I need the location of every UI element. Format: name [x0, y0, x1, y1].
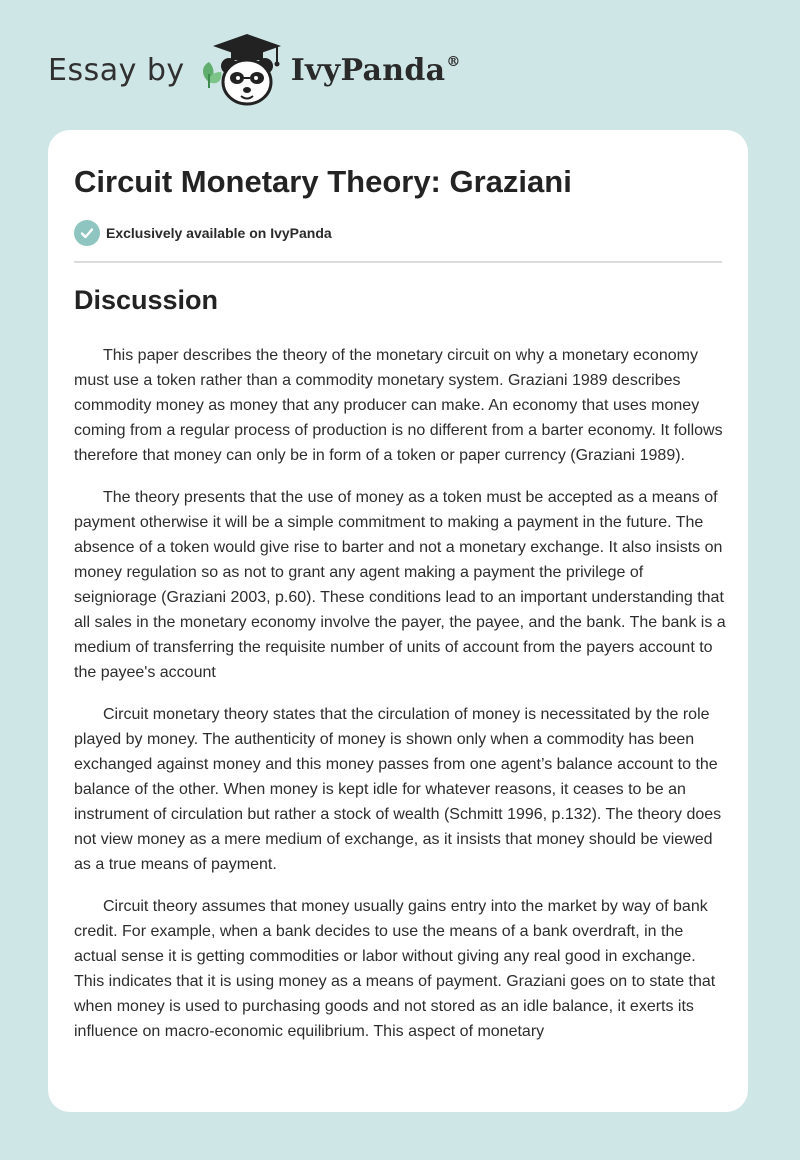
exclusive-badge-label: Exclusively available on IvyPanda [106, 225, 332, 241]
check-icon [74, 220, 100, 246]
paragraph: Circuit monetary theory states that the circulation of money is necessitated by the role played by money. The authenticity of money is shown only when a commodity has been exchanged against money and this money passes from one agent’s balance account to the balance of the other. When money is kept idle for whatever reasons, it ceases to be an instrument of circulation but rather a stock of wealth (Schmitt 1996, p.132). The theory does not view money as a mere medium of exchange, as it insists that money should be viewed as a true means of payment. [74, 706, 722, 873]
ivypanda-wordmark: IvyPanda® [290, 52, 461, 88]
paragraph: Circuit theory assumes that money usually gains entry into the market by way of bank credit. For example, when a bank decides to use the means of a bank overdraft, in the actual sense it is getting commodities or labor without giving any real good in exchange. This indicates that it is using money as a means of payment. Graziani goes on to state that when money is used to purchasing goods and not stored as an idle balance, it exerts its influence on macro-economic equilibrium. This aspect of monetary [74, 898, 716, 1040]
site-header-logo[interactable] [48, 30, 461, 110]
paragraph: The theory presents that the use of money as a token must be accepted as a means of payment otherwise it will be a simple commitment to making a payment in the future. The absence of a token would give rise to barter and not a monetary exchange. It also insists on money regulation so as not to grant any agent making a payment the privilege of seigniorage (Graziani 2003, p.60). These conditions lead to an important understanding that all sales in the monetary economy involve the payer, the payee, and the bank. The bank is a medium of transferring the requisite number of units of account from the payers account to the payee's account [74, 489, 726, 681]
panda-logo-icon [197, 30, 287, 110]
divider [74, 261, 722, 263]
essay-card [48, 130, 748, 1112]
essay-by-label: Essay by [48, 52, 185, 88]
essay-title: Circuit Monetary Theory: Graziani [74, 164, 572, 199]
paragraph: This paper describes the theory of the monetary circuit on why a monetary economy must use a token rather than a commodity monetary system. Graziani 1989 describes commodity money as money that any producer can make. An economy that uses money coming from a regular process of production is no different from a barter economy. It follows therefore that money can only be in form of a token or paper currency (Graziani 1989). [74, 347, 723, 464]
leaf-icon [203, 62, 221, 88]
section-heading: Discussion [74, 285, 219, 315]
essay-body [74, 343, 726, 1061]
exclusive-badge [74, 220, 332, 246]
